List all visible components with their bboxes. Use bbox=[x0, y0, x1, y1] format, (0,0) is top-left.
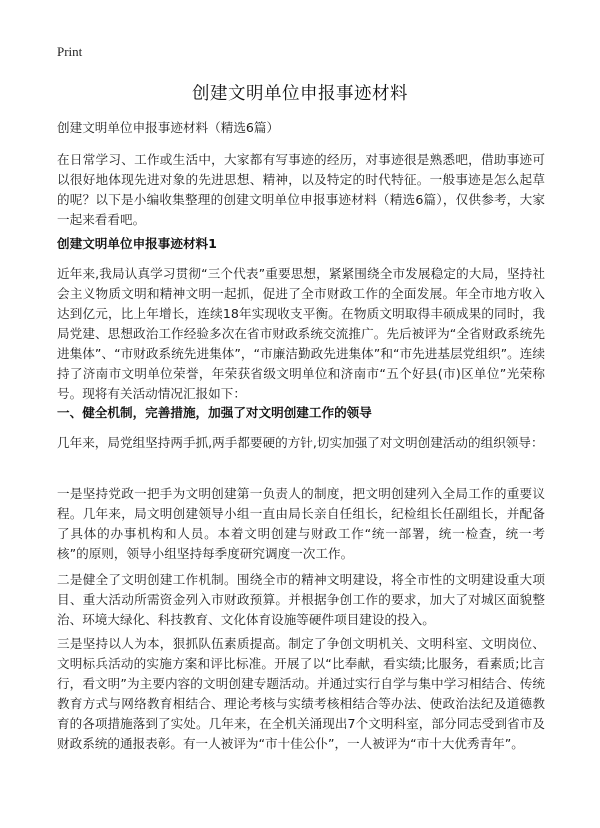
intro-paragraph: 在日常学习、工作或生活中，大家都有写事迹的经历，对事迹很是熟悉吧，借助事迹可以很好地体现先进对象的先进思想、精神，以及特定的时代特征。一般事迹是怎么起草的呢？以下是小编收集整理的创建文明单位申报事迹材料（精选6篇），仅供参考，大家一起来看看吧。 bbox=[57, 152, 545, 227]
paragraph-4: 二是健全了文明创建工作机制。围绕全市的精神文明建设，将全市性的文明建设重大项目、重大活动所需资金列入市财政预算。并根据争创工作的要求，加大了对城区面貌整治、环境大绿化、科技教育、文化体育设施等硬件项目建设的投入。 bbox=[57, 572, 545, 627]
paragraph-3: 一是坚持党政一把手为文明创建第一负责人的制度，把文明创建列入全局工作的重要议程。几年来，局文明创建领导小组一直由局长亲自任组长，纪检组长任副组长，并配备了具体的办事机构和人员。本着文明创建与财政工作“统一部署，统一检查，统一考核”的原则，领导小组坚持每季度研究调度一次工作。 bbox=[57, 486, 545, 561]
paragraph-1: 近年来,我局认真学习贯彻“三个代表”重要思想，紧紧围绕全市发展稳定的大局，坚持社会主义物质文明和精神文明一起抓，促进了全市财政工作的全面发展。年全市地方收入达到亿元，比上年增长，连续18年实现收支平衡。在物质文明取得丰硕成果的同时，我局党建、思想政治工作经验多次在省市财政系统交流推广。先后被评为“全省财政系统先进集体”、“市财政系统先进集体”，“市廉洁勤政先进集体”和“市先进基层党组织”。连续持了济南市文明单位荣誉，年荣获省级文明单位和济南市“五个好县(市)区单位”光荣称号。现将有关活动情况汇报如下： bbox=[57, 266, 545, 401]
paragraph-5: 三是坚持以人为本，狠抓队伍素质提高。制定了争创文明机关、文明科室、文明岗位、文明标兵活动的实施方案和评比标准。开展了以“比奉献，看实绩;比服务，看素质;比言行，看文明”为主要内容的文明创建专题活动。并通过实行自学与集中学习相结合、传统教育方式与网络教育相结合、理论考核与实绩考核相结合等办法、使政治法纪及道德教育的各项措施落到了实处。几年来，在全机关涌现出7个文明科室，部分同志受到省市及财政系统的通报表彰。有一人被评为“市十佳公仆”，一人被评为“市十大优秀青年”。 bbox=[57, 636, 545, 751]
subtitle: 创建文明单位申报事迹材料（精选6篇） bbox=[57, 120, 280, 135]
print-link[interactable]: Print bbox=[57, 44, 83, 59]
section-heading: 创建文明单位申报事迹材料1 bbox=[57, 236, 217, 251]
paragraph-2: 几年来，局党组坚持两手抓,两手都要硬的方针,切实加强了对文明创建活动的组织领导： bbox=[57, 435, 544, 450]
page-title: 创建文明单位申报事迹材料 bbox=[192, 84, 408, 104]
heading-one: 一、健全机制，完善措施，加强了对文明创建工作的领导 bbox=[57, 405, 372, 420]
